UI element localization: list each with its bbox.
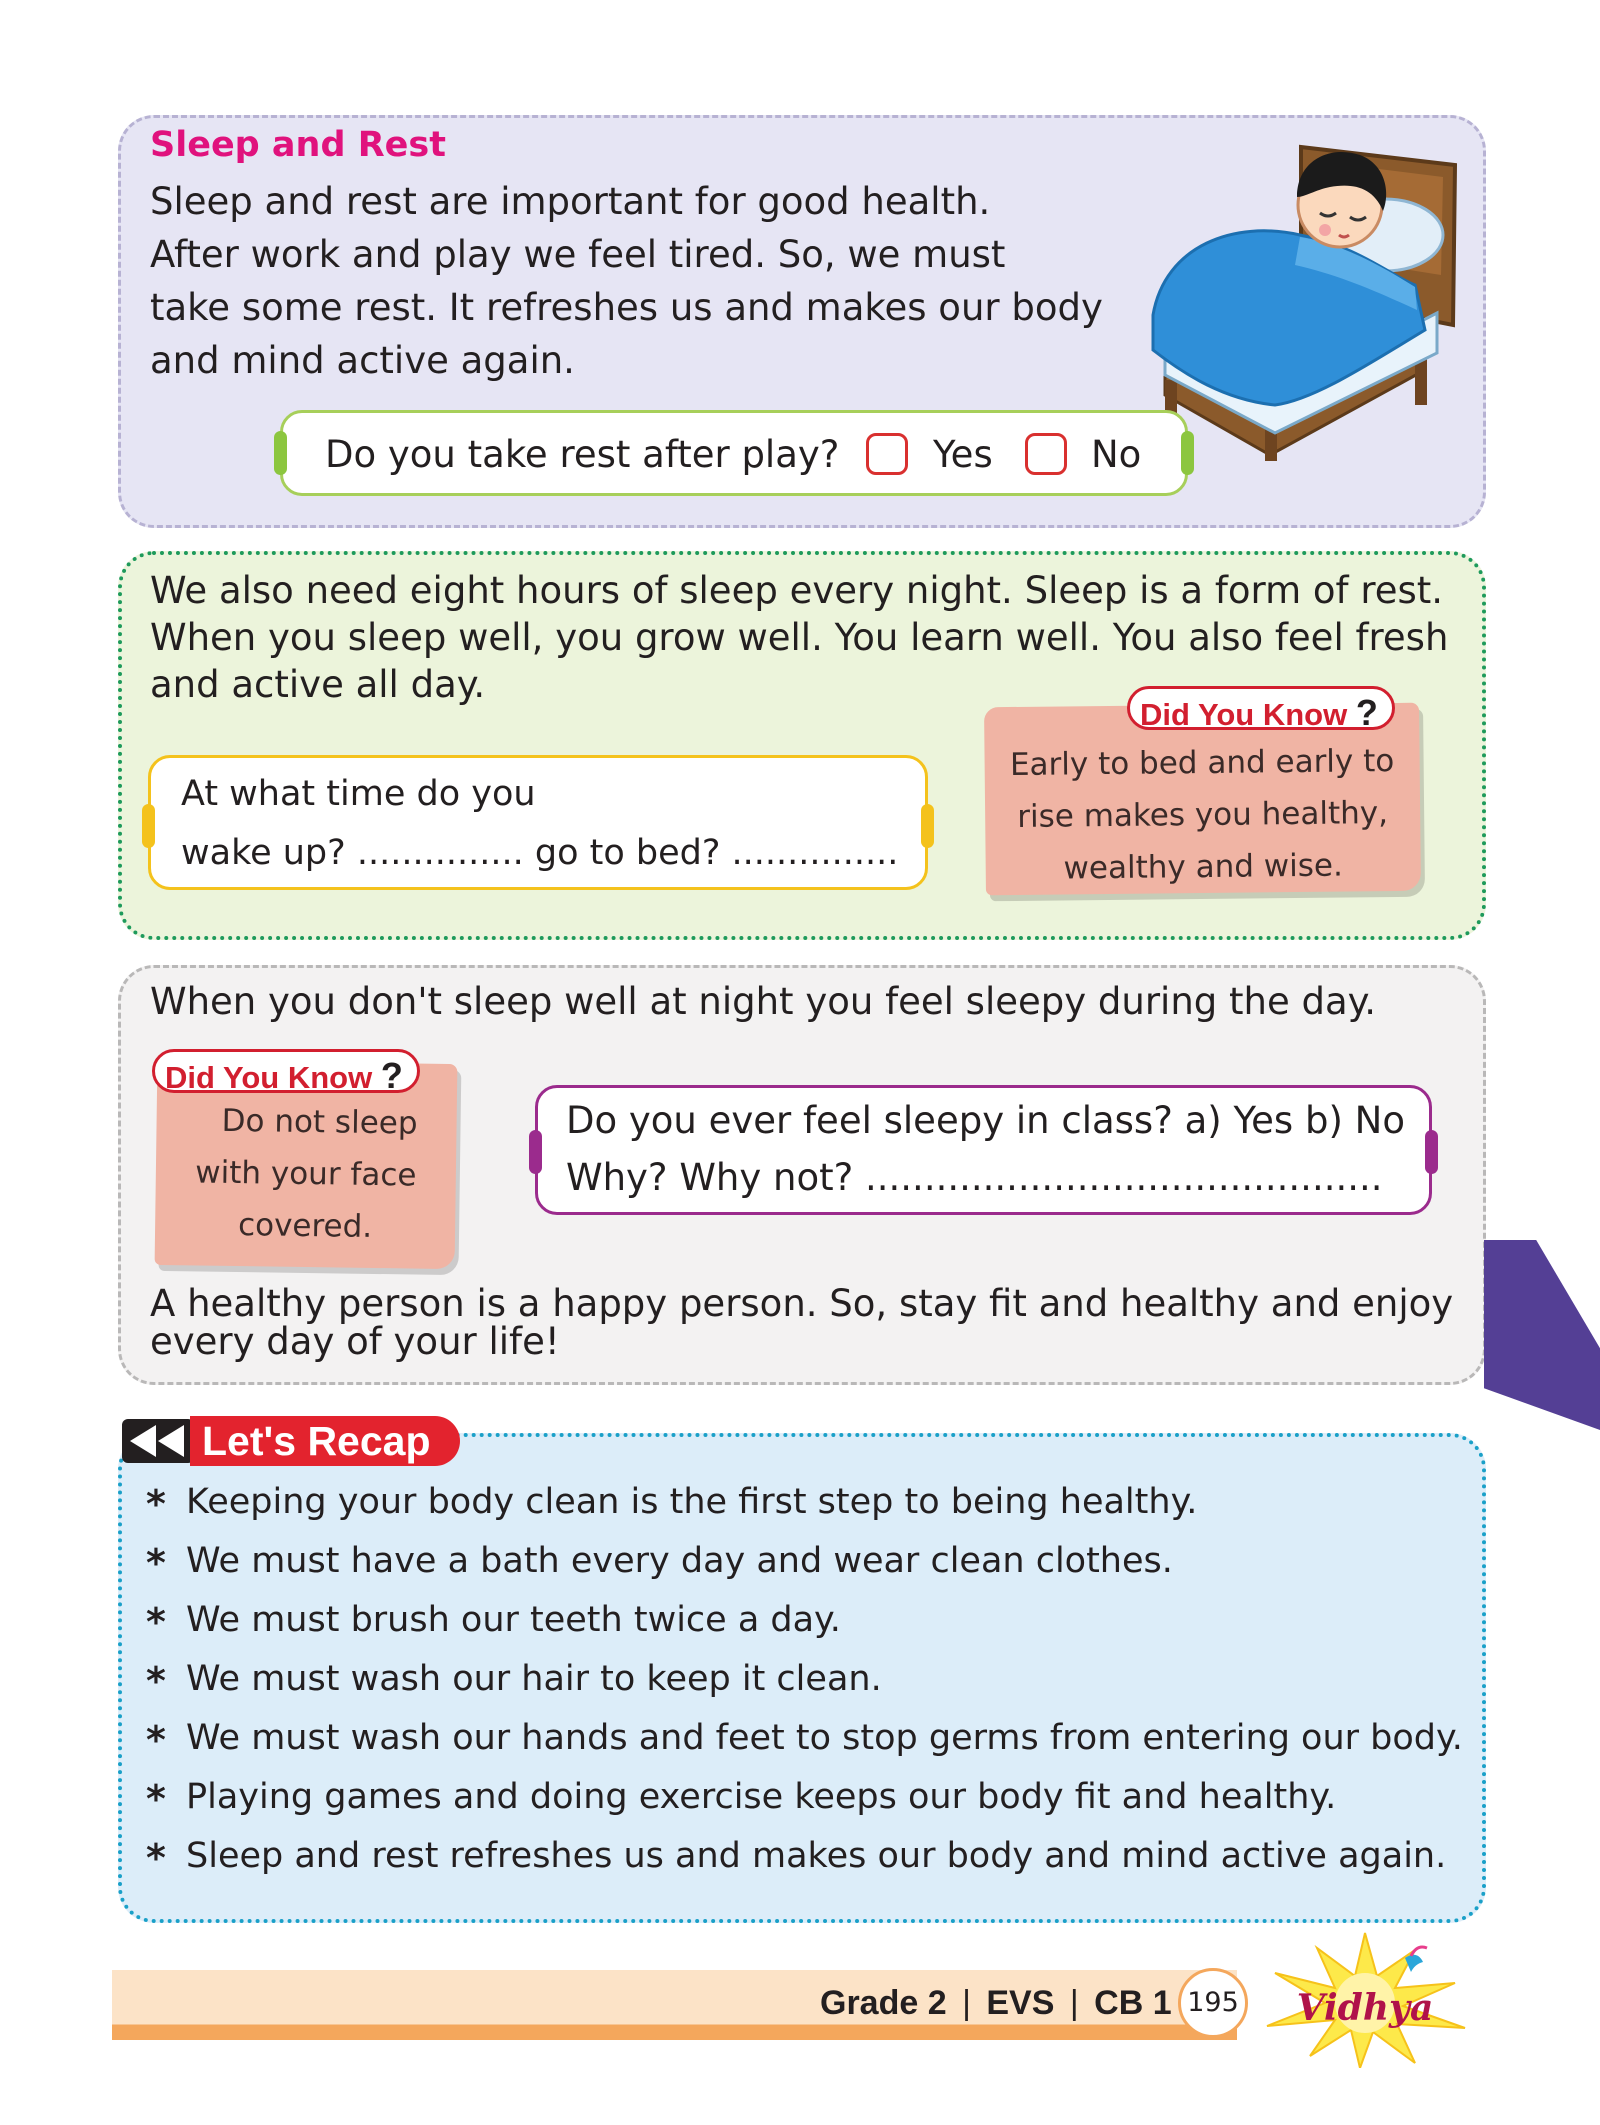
recap-item-text: Playing games and doing exercise keeps our body fit and healthy.: [186, 1777, 1337, 1817]
logo-text: Vidhya: [1296, 1987, 1434, 2029]
footer-separator: |: [1069, 1984, 1079, 2022]
recap-title: Let's Recap: [190, 1416, 460, 1466]
no-label: No: [1091, 433, 1142, 476]
paragraph-line: Sleep and rest are important for good health.: [150, 180, 991, 223]
recap-item-text: Sleep and rest refreshes us and makes our body and mind active again.: [186, 1836, 1447, 1876]
bedtime-question-line: At what time do you: [181, 774, 536, 814]
closing-paragraph: [150, 1282, 1454, 1363]
dyk-line: wealthy and wise.: [1063, 847, 1344, 887]
right-tab: [1181, 431, 1194, 475]
recap-item-text: We must wash our hair to keep it clean.: [186, 1659, 882, 1699]
page-number: 195: [1178, 1968, 1248, 2038]
recap-item: [146, 1482, 1197, 1526]
rest-question: Do you take rest after play?: [325, 433, 840, 476]
paragraph-line: every day of your life!: [150, 1320, 560, 1363]
asterisk-icon: *: [146, 1659, 166, 1703]
recap-item-text: We must wash our hands and feet to stop germs from entering our body.: [186, 1718, 1463, 1758]
paragraph-line: A healthy person is a happy person. So, stay fit and healthy and enjoy: [150, 1282, 1454, 1325]
yes-label: Yes: [933, 433, 993, 476]
paragraph-line: take some rest. It refreshes us and makes our body: [150, 286, 1103, 329]
footer-info: [820, 1984, 1172, 2023]
paragraph-line: We also need eight hours of sleep every night. Sleep is a form of rest.: [150, 569, 1444, 612]
sleepy-question-line: Do you ever feel sleepy in class? a) Yes b) No: [566, 1099, 1405, 1142]
rest-question-box: [280, 410, 1188, 496]
bedtime-answer-line[interactable]: wake up? ............... go to bed? ...............: [181, 833, 899, 873]
bedtime-question-box: [148, 755, 928, 890]
recap-item-text: We must have a bath every day and wear clean clothes.: [186, 1541, 1173, 1581]
question-mark-icon: ?: [1355, 692, 1378, 733]
paragraph-line: and active all day.: [150, 663, 486, 706]
dyk-line: covered.: [237, 1207, 373, 1245]
dyk-line: Early to bed and early to: [1009, 742, 1395, 784]
dyk-line: Do not sleep: [221, 1102, 418, 1142]
vidhya-logo: [1255, 1928, 1475, 2068]
paragraph-line: After work and play we feel tired. So, we must: [150, 233, 1006, 276]
recap-item: [146, 1718, 1463, 1762]
question-mark-icon: ?: [380, 1055, 403, 1096]
right-tab: [921, 804, 934, 848]
yes-checkbox[interactable]: [866, 433, 908, 475]
paragraph-line: and mind active again.: [150, 339, 575, 382]
did-you-know-text: [984, 735, 1421, 896]
asterisk-icon: *: [146, 1777, 166, 1821]
dyk-label-text: Did You Know: [165, 1060, 373, 1095]
sleepy-answer-line[interactable]: Why? Why not? ............................................: [566, 1156, 1383, 1199]
recap-item: [146, 1600, 841, 1644]
asterisk-icon: *: [146, 1541, 166, 1585]
dyk-line: with your face: [195, 1154, 417, 1194]
recap-item-text: Keeping your body clean is the first step to being healthy.: [186, 1482, 1198, 1522]
recap-item: [146, 1836, 1446, 1880]
footer-grade: Grade 2: [820, 1984, 947, 2022]
footer-separator: |: [962, 1984, 971, 2022]
asterisk-icon: *: [146, 1482, 166, 1526]
left-tab: [529, 1130, 542, 1174]
sleepy-question-box: [535, 1085, 1432, 1215]
dyk-line: rise makes you healthy,: [1017, 795, 1389, 835]
recap-item: [146, 1541, 1173, 1585]
paragraph-line: When you sleep well, you grow well. You learn well. You also feel fresh: [150, 616, 1449, 659]
dyk-label-text: Did You Know: [1140, 697, 1348, 732]
no-checkbox[interactable]: [1025, 433, 1067, 475]
did-you-know-label: [152, 1049, 420, 1096]
recap-item: [146, 1777, 1336, 1821]
asterisk-icon: *: [146, 1836, 166, 1880]
purple-edge-tab: [1484, 1240, 1600, 1430]
asterisk-icon: *: [146, 1718, 166, 1762]
recap-item: [146, 1659, 882, 1703]
left-tab: [142, 804, 155, 848]
section-title: Sleep and Rest: [150, 125, 446, 165]
footer-subject: EVS: [986, 1984, 1055, 2022]
left-tab: [274, 431, 287, 475]
did-you-know-text: [155, 1094, 457, 1254]
recap-item-text: We must brush our teeth twice a day.: [186, 1600, 841, 1640]
did-you-know-label: [1127, 686, 1395, 733]
asterisk-icon: *: [146, 1600, 166, 1644]
sleepy-intro: When you don't sleep well at night you feel sleepy during the day.: [150, 980, 1377, 1023]
right-tab: [1425, 1130, 1438, 1174]
sleep-paragraph: [150, 175, 1103, 387]
footer-book: CB 1: [1094, 1984, 1172, 2022]
